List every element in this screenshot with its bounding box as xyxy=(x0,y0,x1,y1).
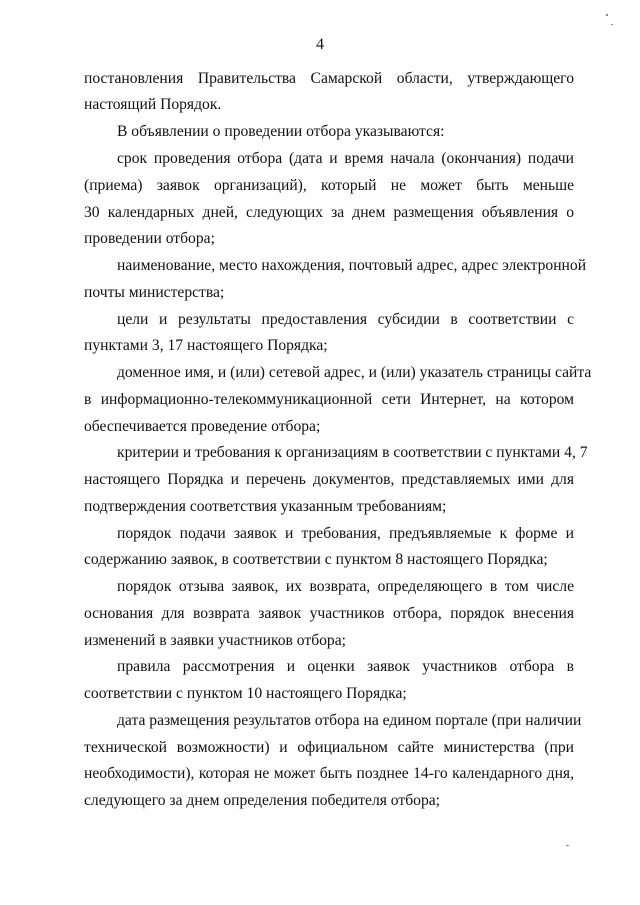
text-line: следующего за днем определения победителя отбора; xyxy=(84,792,440,809)
scan-speck xyxy=(606,14,608,16)
text-line: срок проведения отбора (дата и время начала (окончания) подачи xyxy=(117,150,574,167)
text-line: обеспечивается проведение отбора; xyxy=(84,418,321,435)
scan-speck xyxy=(566,845,569,846)
text-line: цели и результаты предоставления субсидии в соответствии с xyxy=(117,311,574,328)
text-line: В объявлении о проведении отбора указываются: xyxy=(117,123,445,140)
text-line: в информационно-телекоммуникационной сети Интернет, на котором xyxy=(84,391,574,408)
text-line: содержанию заявок, в соответствии с пунктом 8 настоящего Порядка; xyxy=(84,551,548,568)
text-line: порядок отзыва заявок, их возврата, определяющего в том числе xyxy=(117,578,574,595)
text-line: доменное имя, и (или) сетевой адрес, и (или) указатель страницы сайта xyxy=(117,364,592,381)
text-line: настоящего Порядка и перечень документов, представляемых ими для xyxy=(84,471,574,488)
text-line: основания для возврата заявок участников отбора, порядок внесения xyxy=(84,605,574,622)
text-line: дата размещения результатов отбора на едином портале (при наличии xyxy=(117,712,582,729)
text-line: правила рассмотрения и оценки заявок участников отбора в xyxy=(117,658,574,675)
text-line: подтверждения соответствия указанным требованиям; xyxy=(84,498,447,515)
text-line: критерии и требования к организациям в соответствии с пунктами 4, 7 xyxy=(117,444,588,461)
page-number: 4 xyxy=(316,36,324,53)
text-line: почты министерства; xyxy=(84,284,225,301)
text-line: порядок подачи заявок и требования, предъявляемые к форме и xyxy=(117,525,574,542)
text-line: 30 календарных дней, следующих за днем размещения объявления о xyxy=(84,204,574,221)
text-line: (приема) заявок организаций), который не может быть меньше xyxy=(84,177,574,194)
scan-speck xyxy=(611,24,613,25)
text-line: наименование, место нахождения, почтовый адрес, адрес электронной xyxy=(117,257,587,274)
text-line: соответствии с пунктом 10 настоящего Порядка; xyxy=(84,685,407,702)
text-line: постановления Правительства Самарской области, утверждающего xyxy=(84,70,574,87)
text-line: необходимости), которая не может быть позднее 14-го календарного дня, xyxy=(84,765,574,782)
text-line: настоящий Порядок. xyxy=(84,96,222,113)
text-line: изменений в заявки участников отбора; xyxy=(84,632,346,649)
text-line: пунктами 3, 17 настоящего Порядка; xyxy=(84,337,328,354)
text-line: проведении отбора; xyxy=(84,230,215,247)
text-line: технической возможности) и официальном сайте министерства (при xyxy=(84,739,574,756)
